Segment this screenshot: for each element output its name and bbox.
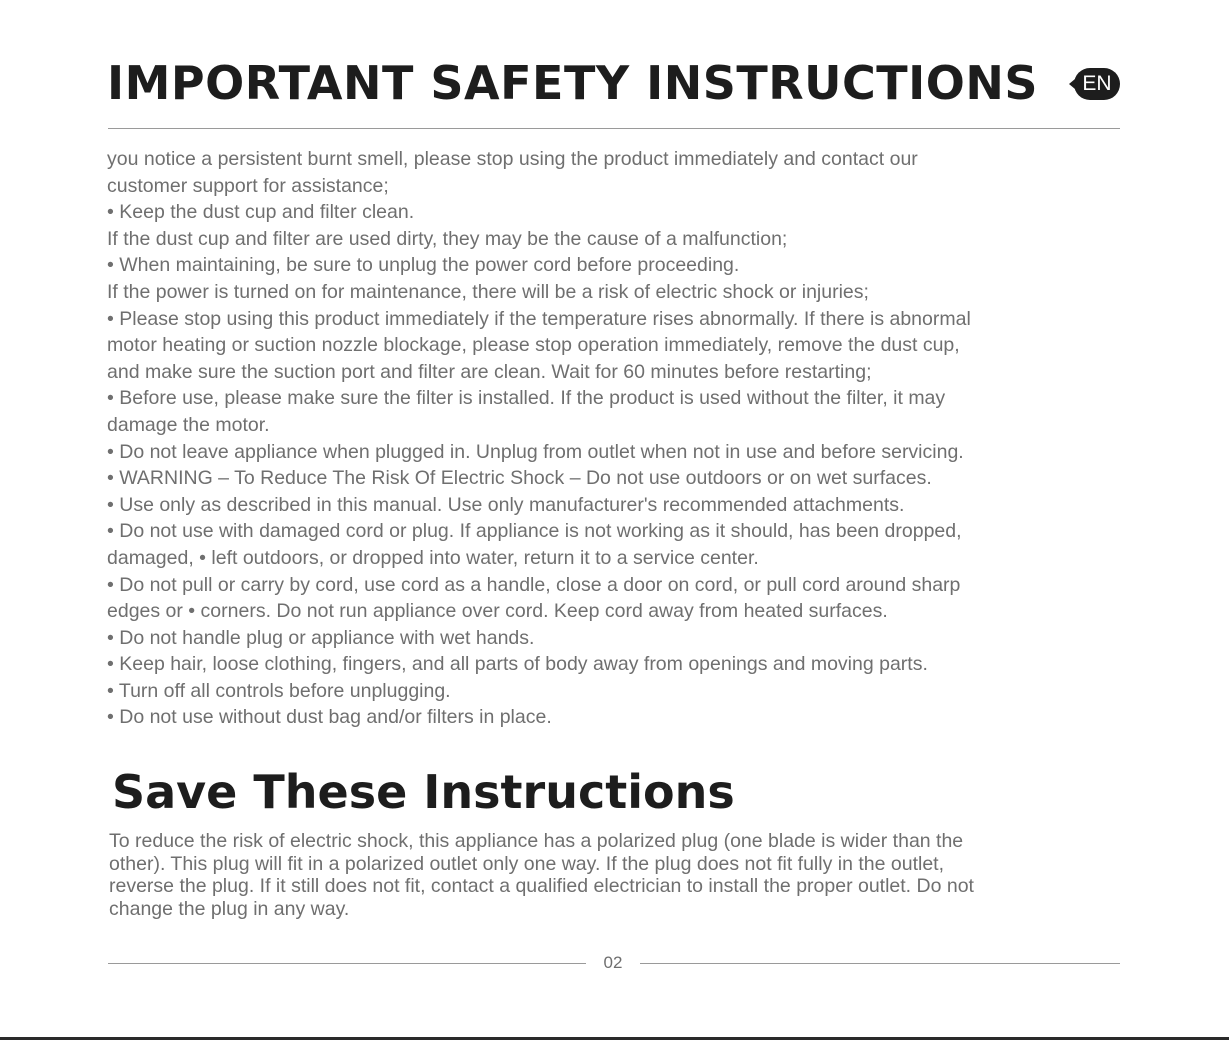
paragraph-line: change the plug in any way.: [109, 898, 350, 921]
body-line: and make sure the suction port and filter are clean. Wait for 60 minutes before restarting;: [107, 360, 872, 383]
body-line: you notice a persistent burnt smell, please stop using the product immediately and contact our: [107, 148, 918, 170]
header-divider: [108, 128, 1120, 129]
body-line: • Do not use without dust bag and/or filters in place.: [107, 706, 552, 729]
footer-divider-left: [108, 963, 586, 964]
body-line: • Do not handle plug or appliance with wet hands.: [107, 626, 535, 649]
save-instructions-heading: Save These Instructions: [112, 765, 735, 819]
paragraph-line: other). This plug will fit in a polarized outlet only one way. If the plug does not fit fully in the outlet,: [109, 852, 944, 875]
body-line: damaged, • left outdoors, or dropped into water, return it to a service center.: [107, 546, 759, 569]
body-line: • When maintaining, be sure to unplug the power cord before proceeding.: [107, 254, 740, 277]
body-line: customer support for assistance;: [107, 174, 389, 197]
body-line: • Use only as described in this manual. Use only manufacturer's recommended attachments.: [107, 493, 905, 516]
body-line: • Turn off all controls before unplugging.: [107, 679, 451, 702]
body-line: If the dust cup and filter are used dirty, they may be the cause of a malfunction;: [107, 227, 788, 250]
body-line: damage the motor.: [107, 413, 270, 436]
page-number: 02: [603, 953, 623, 972]
footer-divider-right: [640, 963, 1120, 964]
paragraph-line: To reduce the risk of electric shock, this appliance has a polarized plug (one blade is wider than the: [109, 830, 964, 852]
body-line: edges or • corners. Do not run appliance over cord. Keep cord away from heated surfaces.: [107, 600, 888, 623]
body-line: motor heating or suction nozzle blockage, please stop operation immediately, remove the dust cup,: [107, 334, 960, 357]
language-badge: EN: [1074, 68, 1120, 100]
page-title: IMPORTANT SAFETY INSTRUCTIONS: [107, 56, 1039, 110]
body-line: • Before use, please make sure the filter is installed. If the product is used without the filter, it may: [107, 387, 946, 410]
paragraph-line: reverse the plug. If it still does not fit, contact a qualified electrician to install the proper outlet. Do not: [109, 875, 974, 898]
body-line: • Please stop using this product immediately if the temperature rises abnormally. If there is abnormal: [107, 307, 971, 330]
polarized-plug-paragraph: [109, 830, 1109, 921]
body-line: If the power is turned on for maintenance, there will be a risk of electric shock or injuries;: [107, 280, 869, 303]
body-line: • Do not pull or carry by cord, use cord as a handle, close a door on cord, or pull cord around sharp: [107, 573, 961, 596]
safety-instructions-body: [107, 146, 1097, 731]
body-line: • Keep hair, loose clothing, fingers, and all parts of body away from openings and moving parts.: [107, 653, 928, 676]
body-line: • Keep the dust cup and filter clean.: [107, 201, 415, 224]
body-line: • Do not leave appliance when plugged in. Unplug from outlet when not in use and before servicing.: [107, 440, 964, 463]
body-line: • Do not use with damaged cord or plug. If appliance is not working as it should, has been dropped,: [107, 520, 962, 543]
body-line: • WARNING – To Reduce The Risk Of Electric Shock – Do not use outdoors or on wet surfaces.: [107, 467, 932, 490]
